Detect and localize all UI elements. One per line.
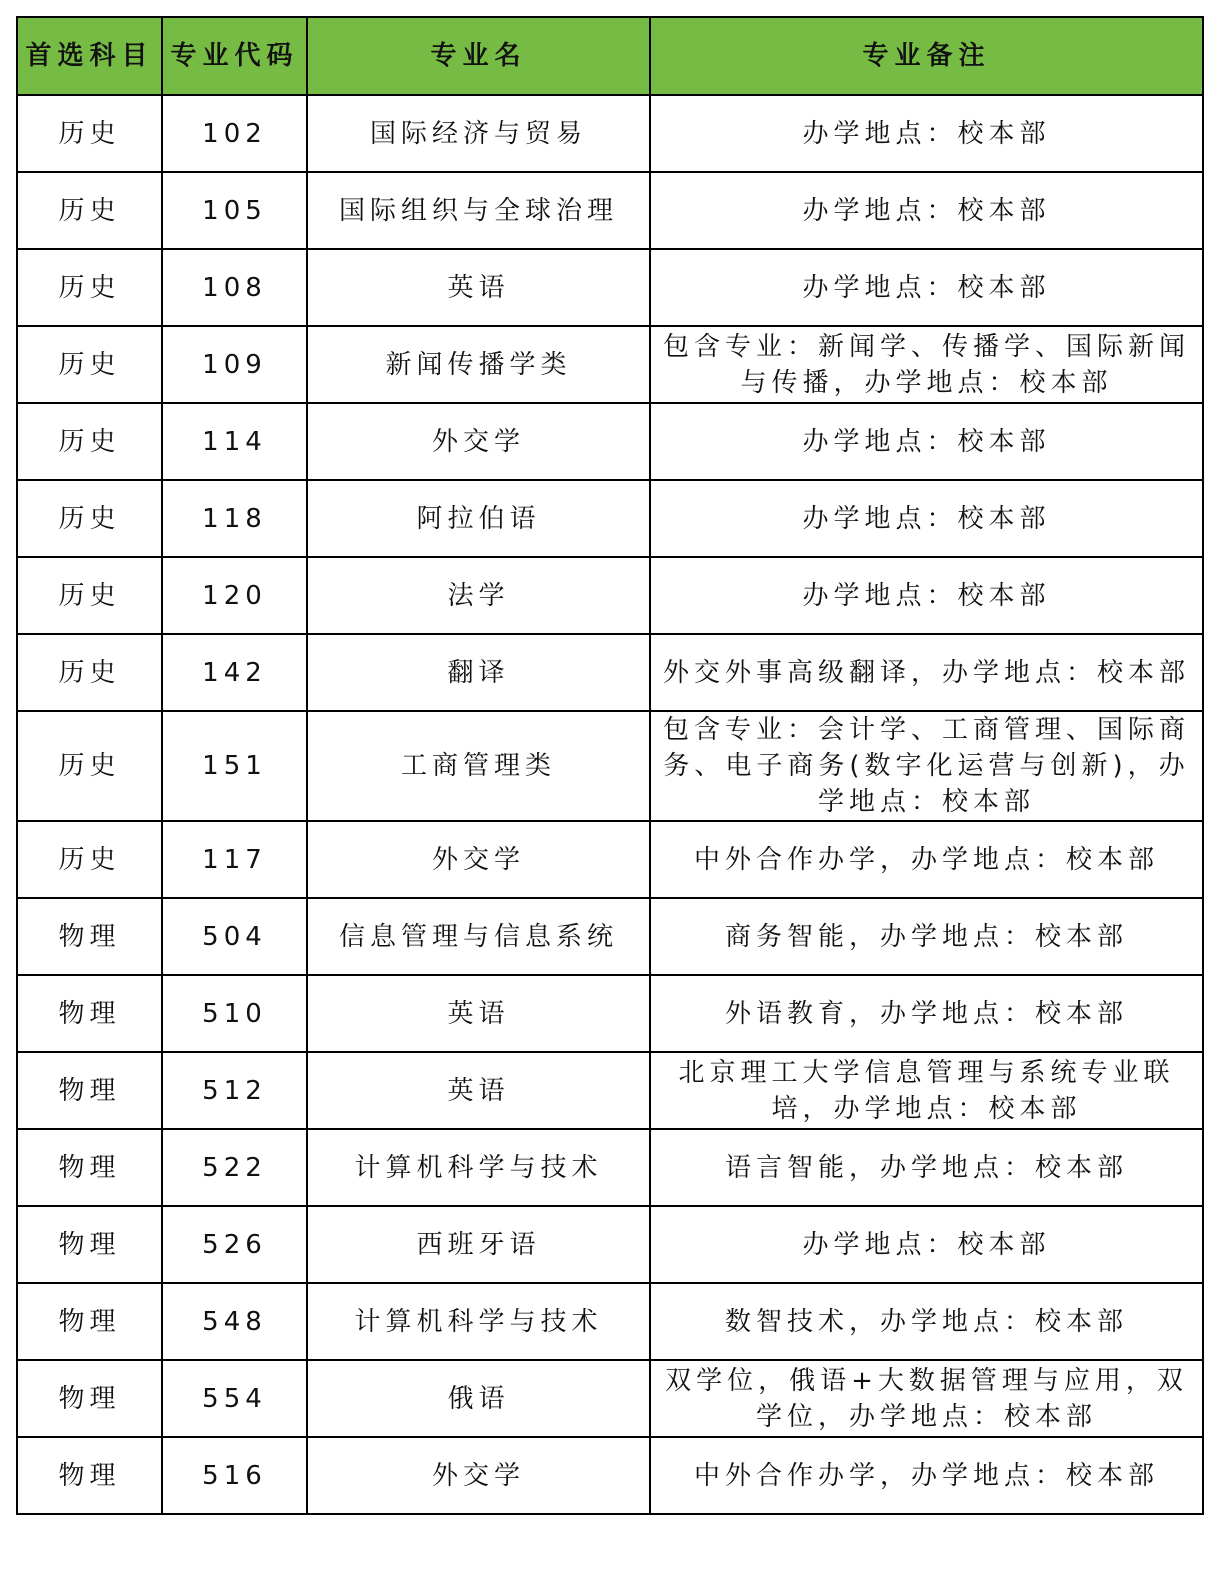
cell-subject: 物理 [17, 975, 162, 1052]
cell-note: 中外合作办学，办学地点：校本部 [650, 821, 1203, 898]
majors-table [16, 16, 1204, 1515]
cell-note: 数智技术，办学地点：校本部 [650, 1283, 1203, 1360]
cell-code: 102 [162, 95, 307, 172]
cell-code: 142 [162, 634, 307, 711]
cell-major: 外交学 [307, 821, 650, 898]
cell-major: 工商管理类 [307, 711, 650, 821]
cell-subject: 物理 [17, 1437, 162, 1514]
table-row [17, 480, 1203, 557]
cell-major: 计算机科学与技术 [307, 1129, 650, 1206]
table-row [17, 557, 1203, 634]
cell-subject: 历史 [17, 172, 162, 249]
cell-code: 504 [162, 898, 307, 975]
table-row [17, 95, 1203, 172]
cell-code: 105 [162, 172, 307, 249]
header-subject: 首选科目 [17, 17, 162, 95]
cell-subject: 历史 [17, 326, 162, 403]
cell-major: 英语 [307, 975, 650, 1052]
cell-subject: 物理 [17, 1052, 162, 1129]
cell-subject: 物理 [17, 1283, 162, 1360]
cell-note: 包含专业：会计学、工商管理、国际商务、电子商务(数字化运营与创新)，办学地点：校本部 [650, 711, 1203, 821]
cell-code: 114 [162, 403, 307, 480]
cell-note: 语言智能，办学地点：校本部 [650, 1129, 1203, 1206]
cell-code: 526 [162, 1206, 307, 1283]
cell-major: 阿拉伯语 [307, 480, 650, 557]
cell-code: 548 [162, 1283, 307, 1360]
table-row [17, 1283, 1203, 1360]
cell-note: 包含专业：新闻学、传播学、国际新闻与传播，办学地点：校本部 [650, 326, 1203, 403]
cell-subject: 历史 [17, 634, 162, 711]
cell-note: 办学地点：校本部 [650, 1206, 1203, 1283]
header-major: 专业名 [307, 17, 650, 95]
cell-major: 西班牙语 [307, 1206, 650, 1283]
table-row [17, 172, 1203, 249]
table-row [17, 249, 1203, 326]
cell-note: 办学地点：校本部 [650, 95, 1203, 172]
cell-major: 计算机科学与技术 [307, 1283, 650, 1360]
header-row [17, 17, 1203, 95]
table-row [17, 1437, 1203, 1514]
header-code: 专业代码 [162, 17, 307, 95]
cell-subject: 物理 [17, 898, 162, 975]
cell-code: 118 [162, 480, 307, 557]
cell-code: 510 [162, 975, 307, 1052]
cell-major: 国际经济与贸易 [307, 95, 650, 172]
header-note: 专业备注 [650, 17, 1203, 95]
cell-note: 外语教育，办学地点：校本部 [650, 975, 1203, 1052]
cell-major: 国际组织与全球治理 [307, 172, 650, 249]
cell-major: 俄语 [307, 1360, 650, 1437]
table-row [17, 634, 1203, 711]
cell-subject: 物理 [17, 1206, 162, 1283]
cell-major: 英语 [307, 249, 650, 326]
table-row [17, 821, 1203, 898]
cell-code: 120 [162, 557, 307, 634]
table-row [17, 1129, 1203, 1206]
table-row [17, 975, 1203, 1052]
cell-code: 109 [162, 326, 307, 403]
cell-subject: 历史 [17, 403, 162, 480]
cell-note: 办学地点：校本部 [650, 480, 1203, 557]
cell-note: 办学地点：校本部 [650, 172, 1203, 249]
table-row [17, 326, 1203, 403]
table-row [17, 1052, 1203, 1129]
cell-code: 516 [162, 1437, 307, 1514]
cell-subject: 历史 [17, 821, 162, 898]
cell-subject: 物理 [17, 1360, 162, 1437]
cell-major: 英语 [307, 1052, 650, 1129]
cell-subject: 历史 [17, 480, 162, 557]
cell-note: 北京理工大学信息管理与系统专业联培，办学地点：校本部 [650, 1052, 1203, 1129]
cell-note: 办学地点：校本部 [650, 249, 1203, 326]
table-row [17, 1360, 1203, 1437]
cell-major: 新闻传播学类 [307, 326, 650, 403]
table-row [17, 403, 1203, 480]
cell-code: 151 [162, 711, 307, 821]
cell-code: 108 [162, 249, 307, 326]
cell-note: 双学位，俄语+大数据管理与应用，双学位，办学地点：校本部 [650, 1360, 1203, 1437]
cell-note: 中外合作办学，办学地点：校本部 [650, 1437, 1203, 1514]
cell-subject: 历史 [17, 249, 162, 326]
cell-note: 商务智能，办学地点：校本部 [650, 898, 1203, 975]
cell-note: 办学地点：校本部 [650, 403, 1203, 480]
table-row [17, 898, 1203, 975]
cell-note: 办学地点：校本部 [650, 557, 1203, 634]
cell-major: 外交学 [307, 1437, 650, 1514]
cell-major: 信息管理与信息系统 [307, 898, 650, 975]
cell-note: 外交外事高级翻译，办学地点：校本部 [650, 634, 1203, 711]
cell-subject: 物理 [17, 1129, 162, 1206]
table-row [17, 1206, 1203, 1283]
cell-code: 117 [162, 821, 307, 898]
cell-subject: 历史 [17, 557, 162, 634]
cell-subject: 历史 [17, 711, 162, 821]
cell-subject: 历史 [17, 95, 162, 172]
cell-major: 翻译 [307, 634, 650, 711]
cell-code: 554 [162, 1360, 307, 1437]
cell-code: 522 [162, 1129, 307, 1206]
cell-major: 法学 [307, 557, 650, 634]
cell-code: 512 [162, 1052, 307, 1129]
table-row [17, 711, 1203, 821]
cell-major: 外交学 [307, 403, 650, 480]
